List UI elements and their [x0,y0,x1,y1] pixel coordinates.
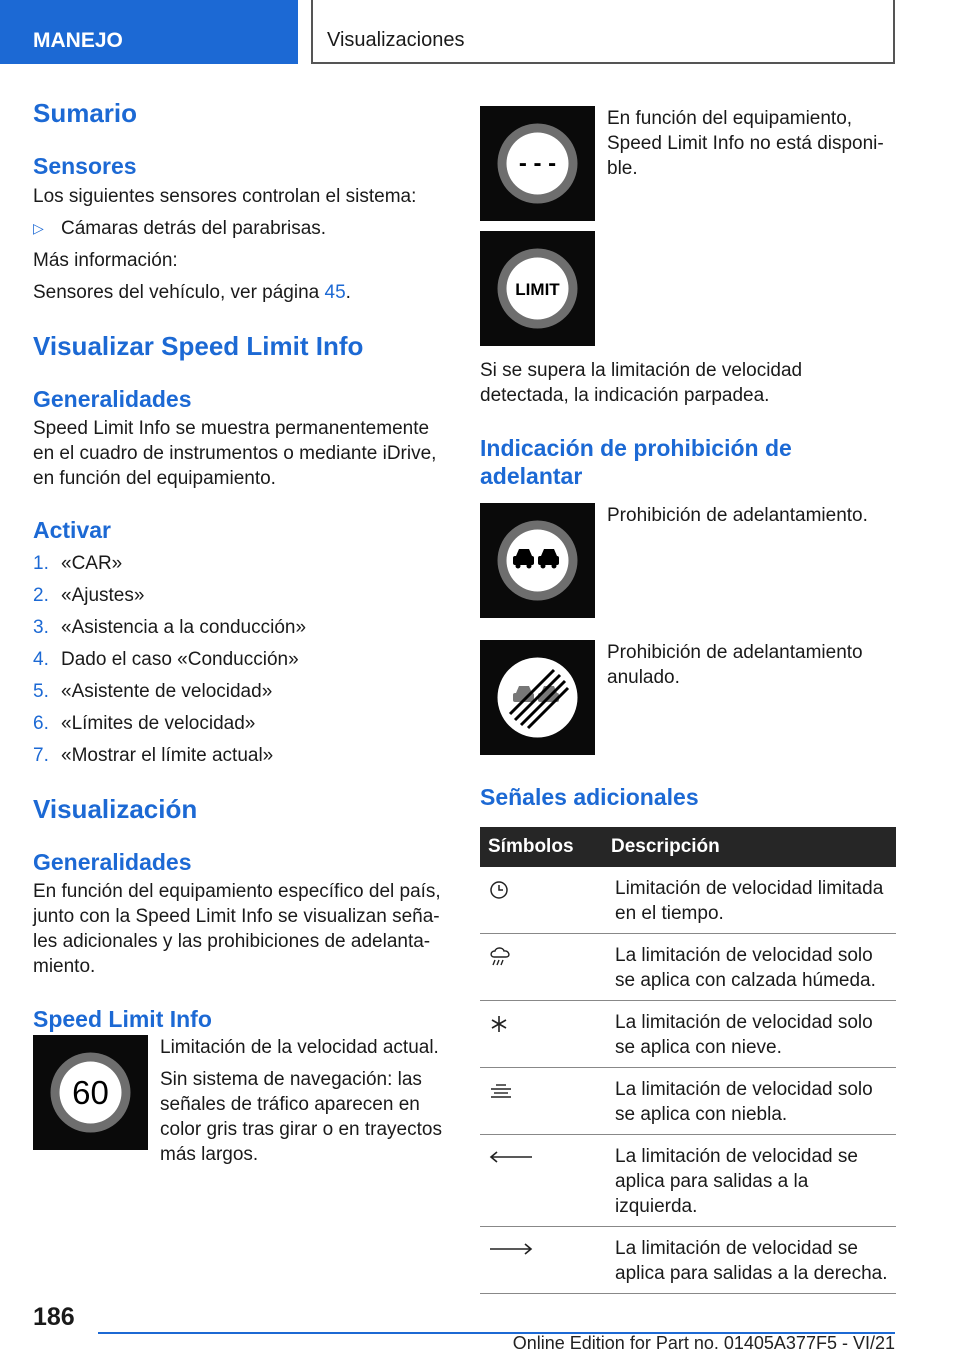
list-item: 6. «Límites de velocidad» [33,713,256,734]
heading-generalidades-1: Generalidades [33,386,192,412]
activar-steps [33,551,443,768]
end-no-overtaking-icon [480,640,595,755]
heading-sensores: Sensores [33,153,137,179]
table-header-row [480,827,896,867]
list-item: 5. «Asistente de velocidad» [33,681,273,702]
row-description: La limitación de velocidad solo se aplica con calzada húmeda. [607,934,896,1001]
list-item: ▷ Cámaras detrás del parabrisas. [33,218,327,239]
right-column [480,106,896,1294]
sign-dashes-label: - - - [518,150,557,177]
section-tab [0,0,298,64]
table-row [480,867,896,934]
heading-speed-limit-info: Speed Limit Info [33,1006,212,1032]
fog-icon [488,1080,514,1102]
list-item: 2. «Ajustes» [33,585,145,606]
dashes-text: En función del equipamiento, Speed Limit Info no está disponi-ble. [607,108,884,179]
list-item: 1. «CAR» [33,553,123,574]
no-overtaking-row [480,503,896,618]
sign-60-label: 60 [72,1074,109,1111]
generalidades-2-text: En función del equipamiento específico del país, junto con la Speed Limit Info se visualizan seña-les adicionales y las prohibiciones de adelanta-miento. [33,881,441,977]
no-overtaking-text: Prohibición de adelantamiento. [607,505,868,526]
subsection-tab [311,0,895,64]
row-description: La limitación de velocidad solo se aplica con nieve. [607,1001,896,1068]
subsection-label: Visualizaciones [327,29,465,51]
heading-sumario: Sumario [33,98,138,128]
table-row [480,1068,896,1135]
heading-visualizar: Visualizar Speed Limit Info [33,331,364,361]
header-descripcion: Descripción [607,827,896,867]
no-overtaking-icon [480,503,595,618]
edition-text: Online Edition for Part no. 01405A377F5 - VI/21 [512,1333,895,1353]
limit-sign-icon [480,231,595,346]
sign-limit-label: LIMIT [515,280,560,299]
end-no-overtaking-row [480,640,896,755]
table-row [480,1227,896,1294]
exceed-text: Si se supera la limitación de velocidad detectada, la indicación parpadea. [480,360,803,406]
list-item: 7. «Mostrar el límite actual» [33,745,274,766]
left-column [33,98,443,1167]
row-description: La limitación de velocidad se aplica para salidas a la izquierda. [607,1135,896,1227]
triangle-bullet-icon: ▷ [33,220,44,236]
generalidades-1-text: Speed Limit Info se muestra permanentemente en el cuadro de instrumentos o mediante iDrive, en función del equipamiento. [33,418,437,489]
clock-icon [488,879,510,901]
table-row [480,1001,896,1068]
page-link[interactable]: 45 [324,282,346,303]
sign-dashes-row [480,106,896,221]
heading-generalidades-2: Generalidades [33,849,192,875]
header-simbolos: Símbolos [480,827,607,867]
heading-senales: Señales adicionales [480,784,699,810]
section-label: MANEJO [33,29,123,52]
arrow-right-icon [488,1241,534,1257]
row-description: La limitación de velocidad se aplica para salidas a la derecha. [607,1227,896,1294]
sensores-text: Los siguientes sensores controlan el sistema: [33,186,417,207]
row-description: Limitación de velocidad limitada en el tiempo. [607,867,896,934]
additional-signs-table [480,827,896,1294]
table-row [480,1135,896,1227]
heading-prohibicion: Indicación de prohibición de adelantar [480,435,792,489]
speed-limit-unavailable-icon [480,106,595,221]
list-item: 3. «Asistencia a la conducción» [33,617,307,638]
row-description: La limitación de velocidad solo se aplica con niebla. [607,1068,896,1135]
sensores-ref: Sensores del vehículo, ver página 45. [33,282,351,303]
heading-visualizacion: Visualización [33,794,198,824]
end-no-overtaking-text: Prohibición de adelantamiento anulado. [607,642,863,688]
speed-limit-60-icon [33,1035,148,1150]
sign-60-text: Limitación de la velocidad actual. Sin sistema de navegación: las señales de tráfico aparecen en color gris tras girar o en trayectos más largos. [160,1037,442,1165]
page-number: 186 [33,1303,75,1331]
sensores-list [33,216,443,241]
snowflake-icon [488,1013,510,1035]
sign-60-row [33,1035,443,1167]
list-item: 4. Dado el caso «Conducción» [33,649,299,670]
arrow-left-icon [488,1149,534,1165]
rain-cloud-icon [488,946,514,968]
mas-info: Más información: [33,250,178,271]
sign-limit-row [480,231,896,346]
table-row [480,934,896,1001]
heading-activar: Activar [33,517,111,543]
